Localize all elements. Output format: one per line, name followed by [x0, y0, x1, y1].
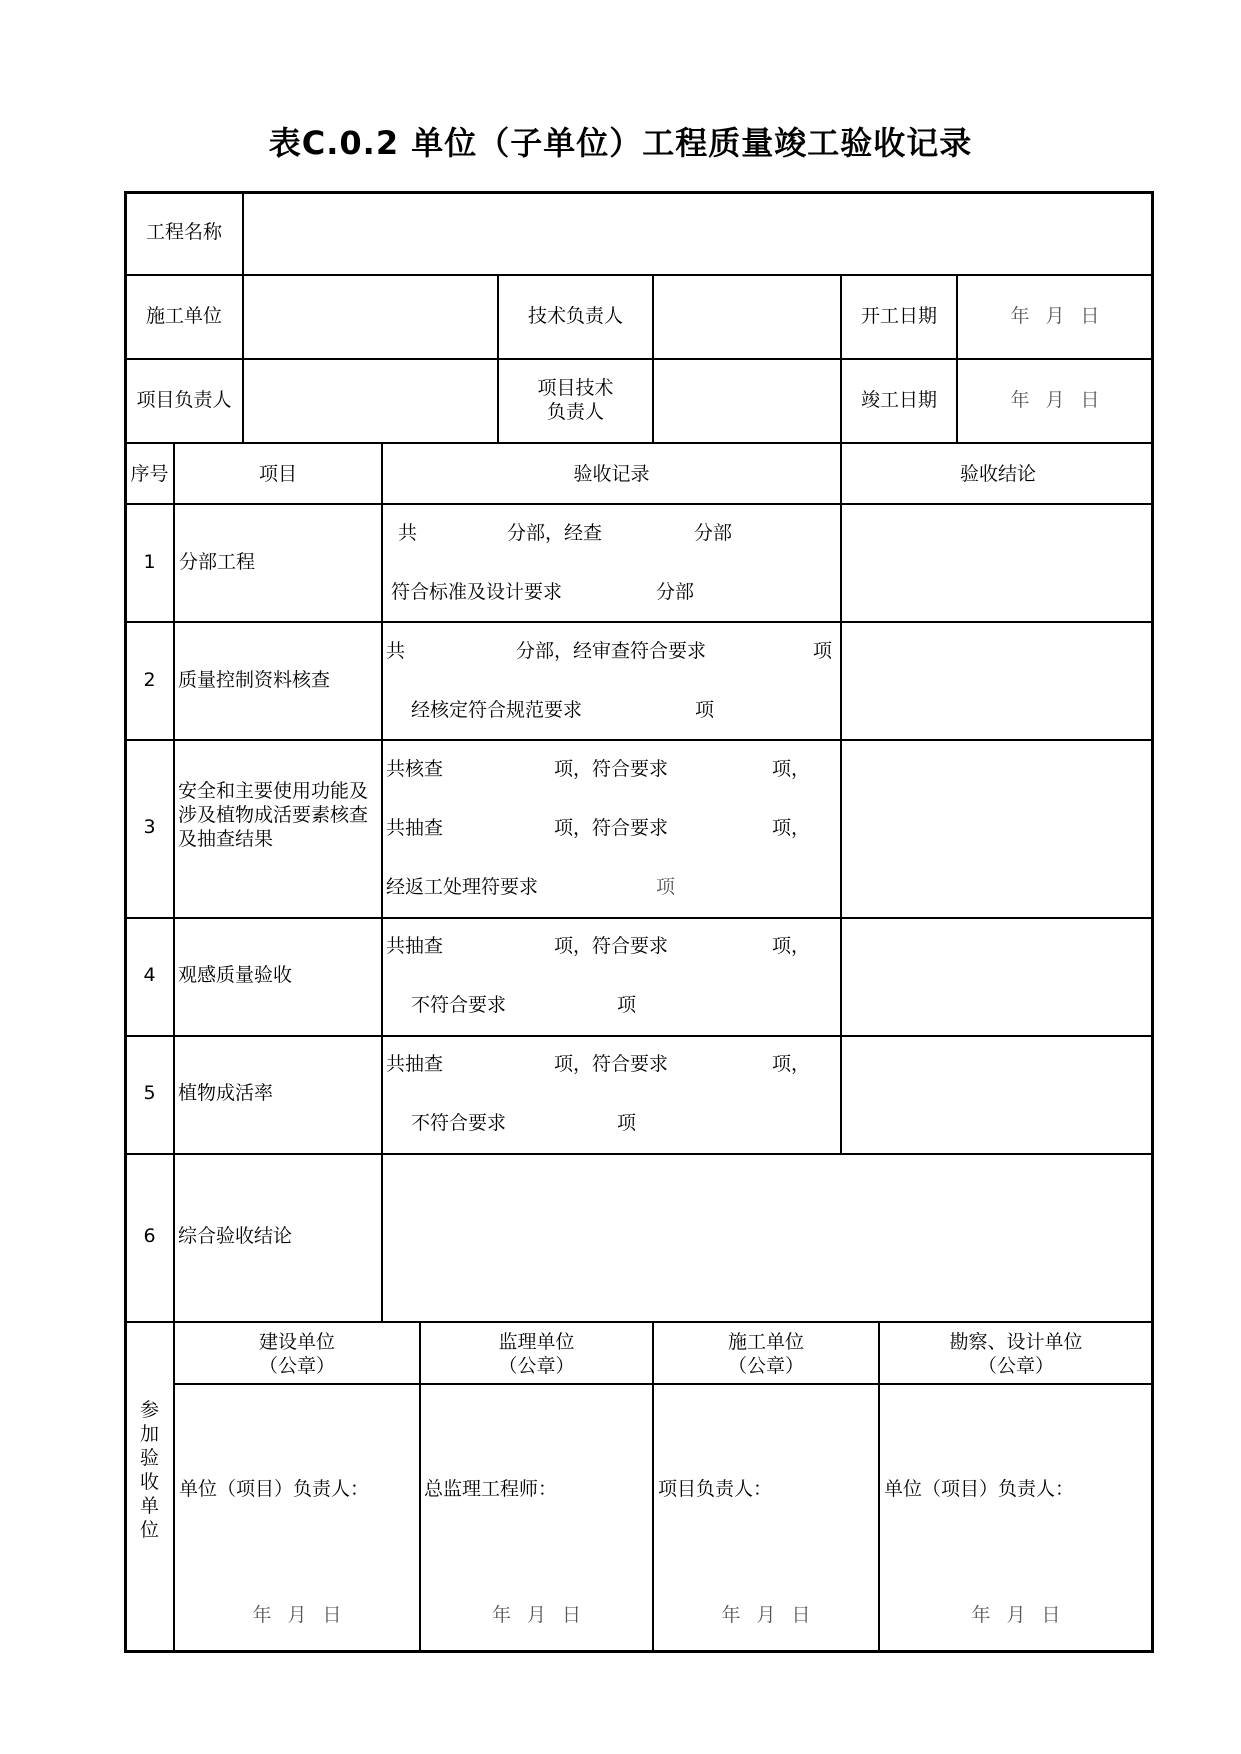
row-item-line: 安全和主要使用功能及 [178, 780, 369, 802]
completion-date-field[interactable]: 年 月 日 [1010, 389, 1100, 411]
record-text: 项 [617, 1112, 637, 1134]
record-text: 分部 [694, 522, 733, 544]
unit-date: 年 月 日 [252, 1604, 342, 1626]
completion-date-label: 竣工日期 [860, 389, 937, 411]
conclusion-field[interactable] [842, 623, 1152, 738]
unit-seal: （公章） [498, 1355, 575, 1377]
page-title: 表C.0.2 单位（子单位）工程质量竣工验收记录 [268, 124, 973, 162]
row-item: 质量控制资料核查 [178, 669, 331, 691]
record-text: 不符合要求 [411, 994, 507, 1016]
project-tech-lead-field[interactable] [654, 360, 839, 441]
start-date-label: 开工日期 [860, 305, 937, 327]
unit-name: 建设单位 [258, 1331, 335, 1353]
signature-area[interactable] [654, 1385, 877, 1485]
row-item: 分部工程 [179, 551, 256, 573]
record-text: 共 [398, 522, 418, 544]
conclusion-field[interactable] [842, 1037, 1152, 1152]
grid-line [840, 274, 842, 442]
record-text: 项， [772, 935, 811, 957]
record-text: 项， [772, 1053, 811, 1075]
conclusion-field[interactable] [842, 741, 1152, 916]
unit-name: 施工单位 [727, 1331, 804, 1353]
column-header-record: 验收记录 [573, 463, 650, 485]
unit-date: 年 月 日 [491, 1604, 582, 1626]
row-item: 植物成活率 [178, 1082, 274, 1104]
tech-lead-field[interactable] [654, 276, 839, 357]
unit-date: 年 月 日 [971, 1604, 1061, 1626]
row-number: 1 [143, 551, 156, 573]
record-text: 分部，经审查符合要求 [516, 640, 707, 662]
conclusion-field[interactable] [842, 505, 1152, 620]
participants-side-label-char: 验 [139, 1447, 159, 1469]
record-text: 项 [656, 876, 676, 898]
grid-line [124, 442, 1154, 444]
record-text: 经返工处理符要求 [386, 876, 539, 898]
participants-side-label-char: 位 [139, 1519, 159, 1541]
overall-conclusion-field[interactable] [383, 1155, 1152, 1320]
record-text: 经核定符合规范要求 [411, 699, 583, 721]
row-number: 4 [143, 964, 156, 986]
unit-signer: 项目负责人： [658, 1478, 773, 1500]
row-item: 观感质量验收 [178, 964, 293, 986]
record-text: 分部，经查 [507, 522, 603, 544]
record-text: 分部 [656, 581, 695, 603]
unit-seal: （公章） [977, 1355, 1054, 1377]
unit-date: 年 月 日 [721, 1604, 811, 1626]
record-text: 项，符合要求 [554, 935, 669, 957]
row-number: 2 [143, 669, 156, 691]
unit-signer: 单位（项目）负责人： [179, 1478, 370, 1500]
record-text: 项，符合要求 [554, 1053, 669, 1075]
participants-side-label-char: 收 [139, 1471, 159, 1493]
column-header-item: 项目 [258, 463, 297, 485]
participants-side-label-char: 单 [139, 1495, 159, 1517]
record-text: 项，符合要求 [554, 758, 669, 780]
record-text: 项， [772, 817, 811, 839]
project-tech-lead-label-line1: 项目技术 [537, 377, 614, 399]
record-text: 符合标准及设计要求 [391, 581, 563, 603]
row-number: 3 [143, 816, 156, 838]
unit-seal: （公章） [258, 1355, 335, 1377]
grid-line [956, 274, 958, 442]
record-text: 项 [695, 699, 715, 721]
unit-name: 监理单位 [498, 1331, 575, 1353]
grid-line [124, 1321, 1154, 1323]
row-item-line: 及抽查结果 [178, 828, 274, 850]
signature-area[interactable] [421, 1385, 651, 1485]
column-header-no: 序号 [130, 463, 169, 485]
record-text: 项 [813, 640, 833, 662]
unit-seal: （公章） [727, 1355, 804, 1377]
record-text: 共 [386, 640, 406, 662]
row-item: 综合验收结论 [178, 1225, 293, 1247]
project-tech-lead-label-line2: 负责人 [546, 401, 604, 423]
project-lead-label: 项目负责人 [136, 389, 232, 411]
record-text: 项， [772, 758, 811, 780]
record-text: 共抽查 [386, 935, 444, 957]
column-header-conclusion: 验收结论 [959, 463, 1036, 485]
tech-lead-label: 技术负责人 [527, 305, 623, 327]
record-text: 不符合要求 [411, 1112, 507, 1134]
row-number: 6 [143, 1225, 156, 1247]
unit-signer: 单位（项目）负责人： [884, 1478, 1075, 1500]
record-text: 共抽查 [386, 1053, 444, 1075]
project-lead-field[interactable] [244, 360, 496, 441]
record-text: 项 [617, 994, 637, 1016]
row-number: 5 [143, 1082, 156, 1104]
start-date-field[interactable]: 年 月 日 [1010, 305, 1100, 327]
signature-area[interactable] [175, 1385, 418, 1485]
project-name-field[interactable] [244, 193, 1150, 273]
unit-name: 勘察、设计单位 [949, 1331, 1083, 1353]
contractor-field[interactable] [244, 276, 496, 357]
unit-signer: 总监理工程师： [424, 1478, 558, 1500]
contractor-label: 施工单位 [145, 305, 222, 327]
record-text: 共抽查 [386, 817, 444, 839]
project-name-label: 工程名称 [145, 221, 222, 243]
row-item-line: 涉及植物成活要素核查 [178, 804, 369, 826]
signature-area[interactable] [880, 1385, 1151, 1485]
record-text: 共核查 [386, 758, 444, 780]
record-text: 项，符合要求 [554, 817, 669, 839]
participants-side-label-char: 加 [139, 1423, 159, 1445]
conclusion-field[interactable] [842, 919, 1152, 1034]
participants-side-label-char: 参 [139, 1399, 159, 1421]
